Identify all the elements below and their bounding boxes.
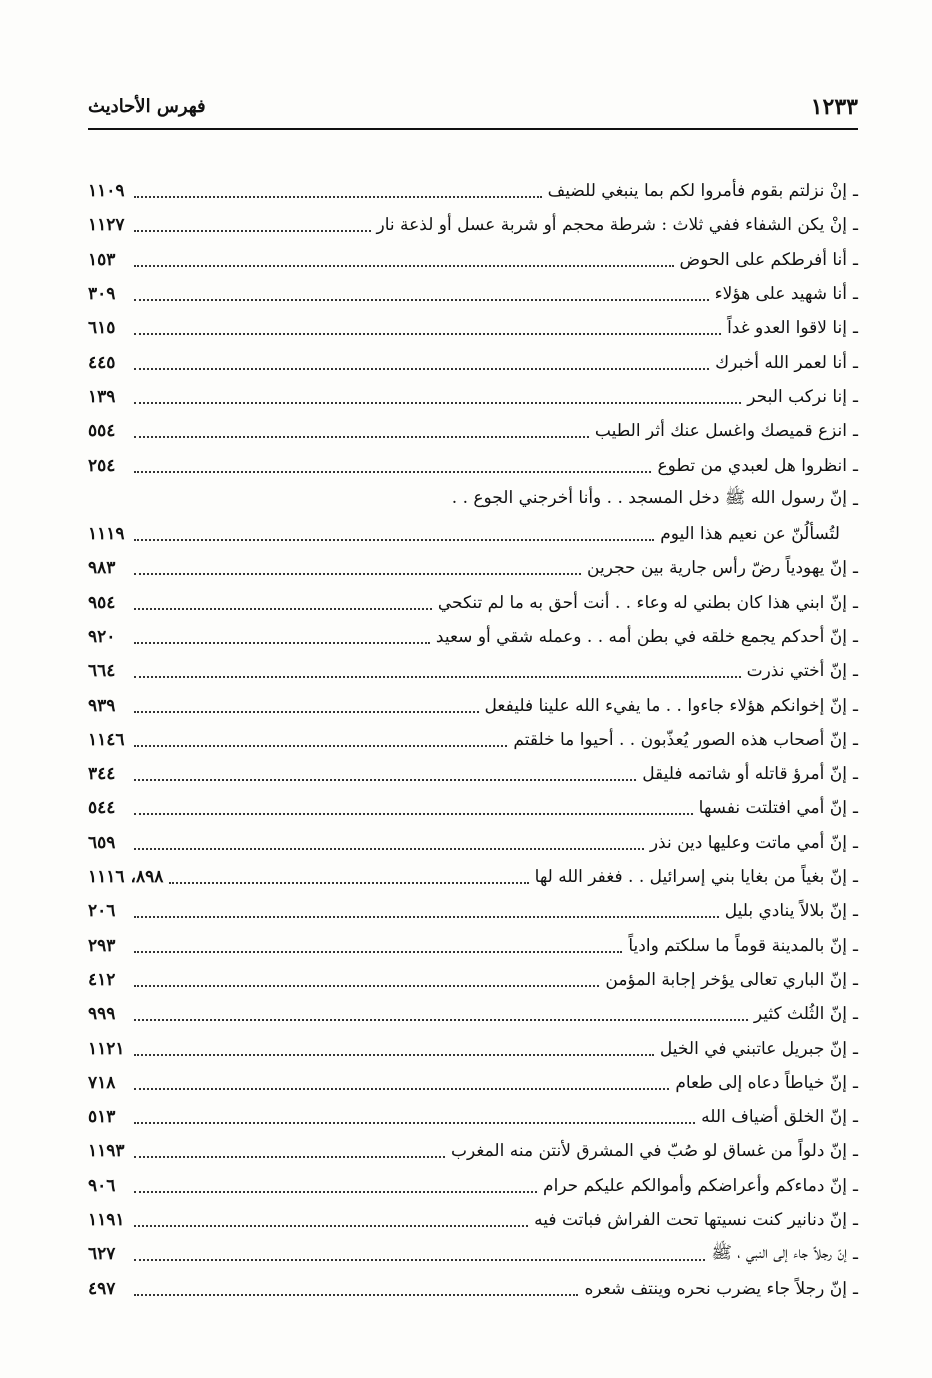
entry-text: أنا لعمر الله أخبرك xyxy=(715,352,848,373)
dot-leader xyxy=(134,951,622,953)
entry-page-ref: ٣٠٩ xyxy=(88,284,116,305)
entry-dash: ـ xyxy=(853,1175,858,1196)
dot-leader xyxy=(134,1088,669,1090)
dot-leader xyxy=(134,539,654,541)
entry-text: إنّ خياطاً دعاه إلى طعام xyxy=(675,1072,848,1093)
entry-dash: ـ xyxy=(853,1278,858,1299)
index-entry xyxy=(88,929,858,963)
entry-dash: ـ xyxy=(853,249,858,270)
dot-leader xyxy=(134,230,371,232)
entry-text: أنا أفرطكم على الحوض xyxy=(679,249,848,270)
dot-leader xyxy=(134,402,741,404)
dot-leader xyxy=(134,1019,748,1021)
index-entry xyxy=(88,1272,858,1306)
entry-page-ref: ٩٣٩ xyxy=(88,695,116,716)
entry-text: إنّ بلالاً ينادي بليل xyxy=(724,901,848,922)
dot-leader xyxy=(134,745,507,747)
entry-text: إنّ بغياً من بغايا بني إسرائيل . . فغفر الله لها xyxy=(534,867,848,888)
entry-text: إنّ الخلق أضياف الله xyxy=(701,1107,848,1128)
dot-leader xyxy=(134,848,644,850)
dot-leader xyxy=(134,711,479,713)
entry-page-ref: ٢٠٦ xyxy=(88,901,116,922)
index-entry xyxy=(88,1066,858,1100)
index-entry xyxy=(88,1134,858,1168)
hadith-index-list xyxy=(88,174,858,1306)
entry-text: إنّ إخوانكم هؤلاء جاءوا . . ما يفيء الله علينا فليفعل xyxy=(484,695,848,716)
index-entry xyxy=(88,654,858,688)
entry-dash: ـ xyxy=(853,1244,858,1265)
entry-dash: ـ xyxy=(853,455,858,476)
entry-page-ref: ١١٠٩ xyxy=(88,181,125,202)
entry-page-ref: ٩٥٤ xyxy=(88,592,116,613)
entry-page-ref: ١٥٣ xyxy=(88,249,116,270)
entry-dash: ـ xyxy=(853,935,858,956)
dot-leader xyxy=(134,813,693,815)
dot-leader xyxy=(134,985,599,987)
entry-dash: ـ xyxy=(853,181,858,202)
entry-dash: ـ xyxy=(853,901,858,922)
entry-dash: ـ xyxy=(853,1072,858,1093)
entry-dash: ـ xyxy=(853,764,858,785)
entry-text-continued: لتُسألُنّ عن نعيم هذا اليوم xyxy=(660,524,840,545)
entry-page-ref: ٢٥٤ xyxy=(88,455,116,476)
entry-text: إنّ أمي ماتت وعليها دين نذر xyxy=(649,832,848,853)
entry-dash: ـ xyxy=(853,421,858,442)
entry-text: إنّ رجلاً جاء يضرب نحره وينتف شعره xyxy=(584,1278,848,1299)
entry-dash: ـ xyxy=(853,558,858,579)
entry-page-ref: ٩٠٦ xyxy=(88,1175,116,1196)
entry-dash: ـ xyxy=(853,352,858,373)
dot-leader xyxy=(134,1294,578,1296)
entry-text: إنّ جبريل عاتبني في الخيل xyxy=(659,1038,848,1059)
entry-text: إنا نركب البحر xyxy=(747,386,848,407)
entry-page-ref: ٢٩٣ xyxy=(88,935,116,956)
entry-text: إنّ أمي افتلتت نفسها xyxy=(698,798,848,819)
entry-text: إنّ أحدكم يجمع خلقه في بطن أمه . . وعمله شقي أو سعيد xyxy=(435,627,848,647)
index-entry xyxy=(88,963,858,997)
entry-page-ref: ٦٥٩ xyxy=(88,832,116,853)
index-entry xyxy=(88,380,858,414)
index-entry xyxy=(88,997,858,1031)
index-entry xyxy=(88,1169,858,1203)
index-entry xyxy=(88,414,858,448)
entry-dash: ـ xyxy=(853,386,858,407)
dot-leader xyxy=(134,1225,528,1227)
entry-dash: ـ xyxy=(853,695,858,716)
dot-leader xyxy=(134,436,589,438)
entry-text: إنّ أصحاب هذه الصور يُعذّبون . . أحيوا ما خلقتم xyxy=(513,729,848,750)
dot-leader xyxy=(134,1156,445,1158)
entry-text: إنّ بالمدينة قوماً ما سلكتم وادياً xyxy=(628,935,848,956)
entry-page-ref: ٤٤٥ xyxy=(88,352,116,373)
dot-leader xyxy=(134,779,636,781)
dot-leader xyxy=(134,196,542,198)
entry-text: أنا شهيد على هؤلاء xyxy=(714,284,848,305)
entry-dash: ـ xyxy=(853,969,858,990)
entry-dash: ـ xyxy=(853,661,858,682)
entry-text: إنْ نزلتم بقوم فأمروا لكم بما ينبغي للضيف xyxy=(547,181,848,202)
entry-dash: ـ xyxy=(853,489,858,510)
entry-dash: ـ xyxy=(853,1107,858,1128)
index-entry xyxy=(88,1031,858,1065)
entry-page-ref: ٦١٥ xyxy=(88,318,116,339)
dot-leader xyxy=(134,916,719,918)
entry-text: إنّ رسول الله ﷺ دخل المسجد . . وأنا أخرجني الجوع . . xyxy=(451,488,848,509)
entry-page-ref: ٨٩٨، ١١١٦ xyxy=(88,867,164,888)
index-entry xyxy=(88,345,858,379)
entry-page-ref: ٥٤٤ xyxy=(88,798,116,819)
entry-page-ref: ٦٢٧ xyxy=(88,1244,116,1265)
entry-text: إنّ دماءكم وأعراضكم وأموالكم عليكم حرام xyxy=(543,1175,848,1196)
page-header xyxy=(88,92,858,130)
entry-page-ref: ١١٢١ xyxy=(88,1038,125,1059)
entry-text: إنّ الباري تعالى يؤخر إجابة المؤمن xyxy=(605,969,848,990)
entry-text: إنّ دلواً من غساق لو صُبّ في المشرق لأنتن منه المغرب xyxy=(451,1141,848,1162)
entry-text: إنّ الثُلث كثير xyxy=(753,1004,848,1025)
running-title: فهرس الأحاديث xyxy=(88,96,206,117)
index-entry xyxy=(88,551,858,585)
entry-text: إنْ يكن الشفاء ففي ثلاث : شرطة محجم أو شربة عسل أو لذعة نار xyxy=(376,215,848,236)
dot-leader xyxy=(134,265,674,267)
entry-page-ref: ١١٢٧ xyxy=(88,215,125,236)
entry-text: إنّ أختي نذرت xyxy=(746,661,848,682)
entry-text: إنا لاقوا العدو غداً xyxy=(727,318,848,339)
index-entry xyxy=(88,174,858,208)
entry-text: إنّ أمرؤ قاتله أو شاتمه فليقل xyxy=(642,764,848,785)
index-entry xyxy=(88,688,858,722)
index-entry xyxy=(88,894,858,928)
entry-page-ref: ٩٩٩ xyxy=(88,1004,116,1025)
dot-leader xyxy=(134,573,581,575)
entry-dash: ـ xyxy=(853,592,858,613)
entry-page-ref: ٩٨٣ xyxy=(88,558,116,579)
index-entry xyxy=(88,277,858,311)
dot-leader xyxy=(134,642,430,644)
entry-dash: ـ xyxy=(853,284,858,305)
entry-page-ref: ٥١٣ xyxy=(88,1107,116,1128)
entry-dash: ـ xyxy=(853,1141,858,1162)
dot-leader xyxy=(134,1191,537,1193)
entry-dash: ـ xyxy=(853,215,858,236)
index-entry xyxy=(88,791,858,825)
dot-leader xyxy=(134,368,709,370)
entry-page-ref: ١١١٩ xyxy=(88,524,125,545)
entry-page-ref: ١٣٩ xyxy=(88,386,116,407)
dot-leader xyxy=(134,333,721,335)
entry-dash: ـ xyxy=(853,318,858,339)
entry-text: إنّ يهودياً رضّ رأس جارية بين حجرين xyxy=(587,558,848,579)
dot-leader xyxy=(134,608,432,610)
index-entry xyxy=(88,483,858,517)
entry-dash: ـ xyxy=(853,1004,858,1025)
index-entry xyxy=(88,586,858,620)
index-entry xyxy=(88,208,858,242)
index-entry xyxy=(88,620,858,654)
entry-text: إنّ رجلاً جاء إلى النبي ، ﷺ xyxy=(711,1242,848,1263)
entry-text: انزع قميصك واغسل عنك أثر الطيب xyxy=(594,421,848,442)
index-entry xyxy=(88,723,858,757)
entry-dash: ـ xyxy=(853,729,858,750)
index-entry xyxy=(88,1237,858,1271)
entry-text: انظروا هل لعبدي من تطوع xyxy=(657,455,848,476)
index-entry xyxy=(88,757,858,791)
dot-leader xyxy=(169,882,528,884)
dot-leader xyxy=(134,1122,695,1124)
entry-text: إنّ ابني هذا كان بطني له وعاء . . أنت أحق به ما لم تنكحي xyxy=(437,592,848,613)
entry-page-ref: ٤٩٧ xyxy=(88,1278,116,1299)
index-entry xyxy=(88,243,858,277)
dot-leader xyxy=(134,1054,654,1056)
entry-page-ref: ٤١٢ xyxy=(88,969,116,990)
entry-page-ref: ٧١٨ xyxy=(88,1072,116,1093)
dot-leader xyxy=(134,299,709,301)
entry-page-ref: ١١٩١ xyxy=(88,1210,125,1231)
entry-page-ref: ٦٦٤ xyxy=(88,661,116,682)
entry-dash: ـ xyxy=(853,627,858,647)
page-number: ١٢٣٣ xyxy=(810,94,858,120)
index-entry xyxy=(88,448,858,482)
entry-dash: ـ xyxy=(853,1210,858,1231)
index-entry xyxy=(88,826,858,860)
entry-page-ref: ١١٩٣ xyxy=(88,1141,125,1162)
entry-dash: ـ xyxy=(853,798,858,819)
dot-leader xyxy=(134,676,741,678)
index-entry-continuation xyxy=(88,517,858,551)
dot-leader xyxy=(134,471,651,473)
entry-page-ref: ٥٥٤ xyxy=(88,421,116,442)
entry-dash: ـ xyxy=(853,1038,858,1059)
index-entry xyxy=(88,860,858,894)
index-entry xyxy=(88,311,858,345)
index-entry xyxy=(88,1203,858,1237)
entry-page-ref: ٣٤٤ xyxy=(88,764,116,785)
entry-dash: ـ xyxy=(853,832,858,853)
dot-leader xyxy=(134,1259,705,1261)
entry-dash: ـ xyxy=(853,867,858,888)
entry-page-ref: ١١٤٦ xyxy=(88,729,125,750)
entry-text: إنّ دنانير كنت نسيتها تحت الفراش فباتت فيه xyxy=(534,1210,848,1231)
entry-page-ref: ٩٢٠ xyxy=(88,627,116,647)
index-entry xyxy=(88,1100,858,1134)
